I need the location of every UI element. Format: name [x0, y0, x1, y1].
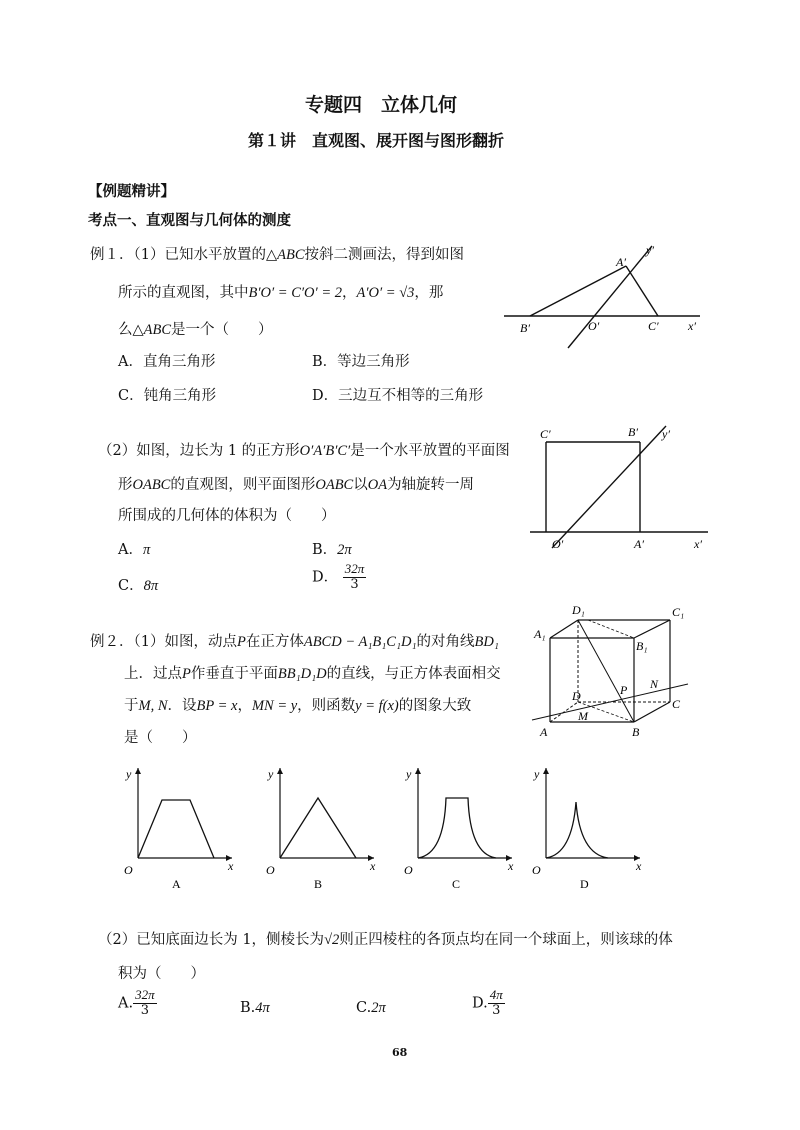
fig3-label-m: M	[578, 709, 588, 723]
ex2-line3d: ，则函数	[297, 698, 356, 714]
graph-a-x: x	[228, 859, 234, 873]
ex1b-option-d-frac	[343, 562, 367, 593]
graph-a	[120, 762, 240, 892]
ex2b-line1	[98, 928, 673, 949]
ex2-line2c: 的直线，与正方体表面相交	[326, 666, 501, 682]
ex2-line4: 是（ ）	[124, 730, 197, 746]
ex2-line3b: ．设	[167, 698, 197, 714]
graph-a-label: A	[172, 877, 181, 891]
ex2b-line1a: （2）已知底面边长为 1，侧棱长为	[98, 932, 325, 948]
graph-b	[262, 762, 382, 892]
ex2b-option-a-den: 3	[140, 1002, 149, 1018]
graph-c-y: y	[406, 767, 412, 781]
fig2-label-o: O′	[552, 537, 564, 551]
ex1b-line1a: （2）如图，边长为 1 的正方形	[98, 443, 300, 459]
ex1b-line2d: 为轴旋转一周	[387, 477, 475, 493]
ex1b-oabc2: OABC	[315, 477, 354, 493]
ex1-line3	[118, 318, 273, 339]
ex2-line2a: 上．过点	[124, 666, 182, 682]
ex2-line1a: 例２．（1）如图，动点	[90, 634, 237, 650]
ex1-line3a: 么	[118, 322, 133, 338]
ex1b-line1	[98, 439, 510, 460]
fig3-label-c: C	[672, 697, 681, 711]
ex1b-option-d-den: 3	[350, 576, 359, 592]
ex2b-option-b-label: B.	[240, 1000, 256, 1016]
ex1b-oabc1: OABC	[132, 477, 171, 493]
ex1b-option-c	[118, 574, 158, 595]
graph-a-y: y	[126, 767, 132, 781]
section-heading: 【例题精讲】	[88, 184, 175, 200]
figure-oblique-triangle	[500, 240, 710, 350]
ex2-p: P	[236, 634, 246, 650]
ex1b-line2	[118, 473, 474, 494]
figure-cube	[532, 602, 692, 742]
ex2b-option-a-frac	[133, 988, 157, 1019]
fig3-label-c1: C₁	[672, 605, 685, 619]
page-number: 68	[392, 1046, 408, 1059]
ex2b-option-d	[472, 988, 505, 1019]
ex1b-line3: 所围成的几何体的体积为（ ）	[118, 508, 336, 524]
ex1-option-a: A．直角三角形	[118, 354, 216, 370]
graph-b-o: O	[266, 863, 275, 877]
ex2-bd1: BD₁	[474, 634, 499, 650]
ex1b-option-a	[118, 538, 150, 559]
ex1b-option-b	[312, 538, 352, 559]
ex2b-option-b	[240, 1000, 270, 1017]
fig3-label-d1: D₁	[572, 603, 585, 617]
fig3-label-p: P	[620, 683, 628, 697]
ex1-eq1: B′O′ = C′O′ = 2	[248, 285, 342, 301]
lecture-title: 第１讲 直观图、展开图与图形翻折	[248, 131, 505, 150]
fig1-label-a: A′	[616, 255, 626, 269]
ex1b-option-d-num: 32π	[344, 561, 365, 576]
ex1-option-c: C．钝角三角形	[118, 388, 217, 404]
fig1-label-b: B′	[520, 321, 530, 335]
fig2-label-c: C′	[540, 427, 551, 441]
ex1-tri: △ABC	[265, 247, 305, 263]
graph-c	[400, 762, 520, 892]
ex2-mn: M, N	[138, 698, 168, 714]
ex2-func: y = f(x)	[355, 698, 399, 714]
ex1b-option-c-label: C．	[118, 578, 144, 594]
point-heading: 考点一、直观图与几何体的测度	[88, 213, 291, 229]
ex2-line3	[124, 694, 471, 715]
ex2b-option-c-label: C.	[356, 1000, 372, 1016]
graph-b-y: y	[268, 767, 274, 781]
fig1-label-y: y′	[646, 243, 654, 257]
graph-a-o: O	[124, 863, 133, 877]
ex2-line3e: 的图象大致	[398, 698, 472, 714]
ex1-comma: ，	[341, 285, 357, 301]
fig3-label-b: B	[632, 725, 640, 739]
ex1-option-d: D．三边互不相等的三角形	[312, 388, 484, 404]
ex2b-line1b: 则正四棱柱的各顶点均在同一个球面上，则该球的体	[339, 932, 673, 948]
ex2b-option-d-den: 3	[492, 1002, 501, 1018]
fig3-label-a1: A₁	[534, 627, 546, 641]
graph-d-x: x	[636, 859, 642, 873]
ex2b-option-a	[118, 988, 157, 1019]
ex1-line2	[118, 281, 443, 302]
fig3-label-n: N	[650, 677, 659, 691]
graph-d	[528, 762, 648, 892]
ex1-line3b: 是一个（ ）	[171, 322, 273, 338]
ex2-line1	[90, 630, 499, 651]
ex2-line3c: ，	[237, 698, 252, 714]
ex1b-line2b: 的直观图，则平面图形	[170, 477, 316, 493]
ex1-eq2: A′O′ = √3	[356, 285, 415, 301]
ex2b-option-d-num: 4π	[489, 987, 503, 1002]
ex1b-option-d	[312, 562, 366, 593]
fig2-label-y: y′	[662, 427, 670, 441]
fig1-label-x: x′	[688, 319, 696, 333]
fig1-label-o: O′	[588, 319, 600, 333]
ex2-line2	[124, 662, 501, 683]
ex1-line2b: ，那	[414, 285, 444, 301]
graph-d-o: O	[532, 863, 541, 877]
graph-c-x: x	[508, 859, 514, 873]
ex2b-option-d-label: D.	[472, 995, 488, 1012]
ex2-line1c: 的对角线	[416, 634, 475, 650]
fig3-label-a: A	[540, 725, 548, 739]
fig1-label-c: C′	[648, 319, 659, 333]
ex1b-line2c: 以	[353, 477, 368, 493]
ex2-p2: P	[182, 666, 191, 682]
ex1-line1	[90, 243, 464, 264]
ex2b-option-a-num: 32π	[135, 987, 155, 1002]
ex1b-sq: O′A′B′C′	[299, 443, 351, 459]
page-title: 专题四 立体几何	[305, 94, 458, 116]
ex2-line2b: 作垂直于平面	[190, 666, 278, 682]
ex2-plane: BB₁D₁D	[277, 666, 327, 682]
ex1-tri2: △ABC	[132, 322, 172, 338]
ex1b-option-a-label: A．	[118, 542, 143, 558]
ex2b-option-c	[356, 1000, 386, 1017]
ex2-mneq: MN = y	[251, 698, 298, 714]
graph-c-o: O	[404, 863, 413, 877]
ex2-line1b: 在正方体	[245, 634, 304, 650]
ex1b-oa: OA	[367, 477, 388, 493]
ex2b-option-b-value: 4π	[255, 1000, 270, 1016]
ex1-prefix: 例１．（1）已知水平放置的	[90, 247, 266, 263]
fig2-label-x: x′	[694, 537, 702, 551]
ex1b-option-d-label: D．	[312, 569, 339, 586]
ex1b-option-a-value: π	[142, 542, 151, 558]
fig3-label-d: D	[572, 689, 581, 703]
fig2-label-b: B′	[628, 425, 638, 439]
ex2-bp: BP = x	[196, 698, 238, 714]
graph-d-y: y	[534, 767, 540, 781]
fig3-label-b1: B₁	[636, 639, 648, 653]
figure-square	[530, 420, 720, 555]
ex1-line2a: 所示的直观图，其中	[118, 285, 249, 301]
ex1b-option-b-value: 2π	[337, 542, 352, 558]
graph-d-label: D	[580, 877, 589, 891]
ex2-cube: ABCD − A₁B₁C₁D₁	[303, 634, 417, 650]
ex1b-line2a: 形	[118, 477, 133, 493]
ex1b-line1b: 是一个水平放置的平面图	[350, 443, 510, 459]
graph-b-label: B	[314, 877, 323, 891]
ex2b-option-c-value: 2π	[371, 1000, 386, 1016]
ex2b-line2: 积为（ ）	[118, 966, 205, 982]
graph-c-label: C	[452, 877, 461, 891]
ex2-line3a: 于	[124, 698, 139, 714]
graph-b-x: x	[370, 859, 376, 873]
ex1b-option-b-label: B．	[312, 542, 338, 558]
ex2b-option-d-frac	[488, 988, 505, 1019]
ex1-text: 按斜二测画法，得到如图	[304, 247, 465, 263]
ex1-option-b: B．等边三角形	[312, 354, 410, 370]
ex1b-option-c-value: 8π	[143, 578, 159, 594]
ex2b-sqrt2: √2	[324, 932, 340, 948]
fig2-label-a: A′	[634, 537, 644, 551]
ex2b-option-a-label: A.	[118, 995, 134, 1012]
